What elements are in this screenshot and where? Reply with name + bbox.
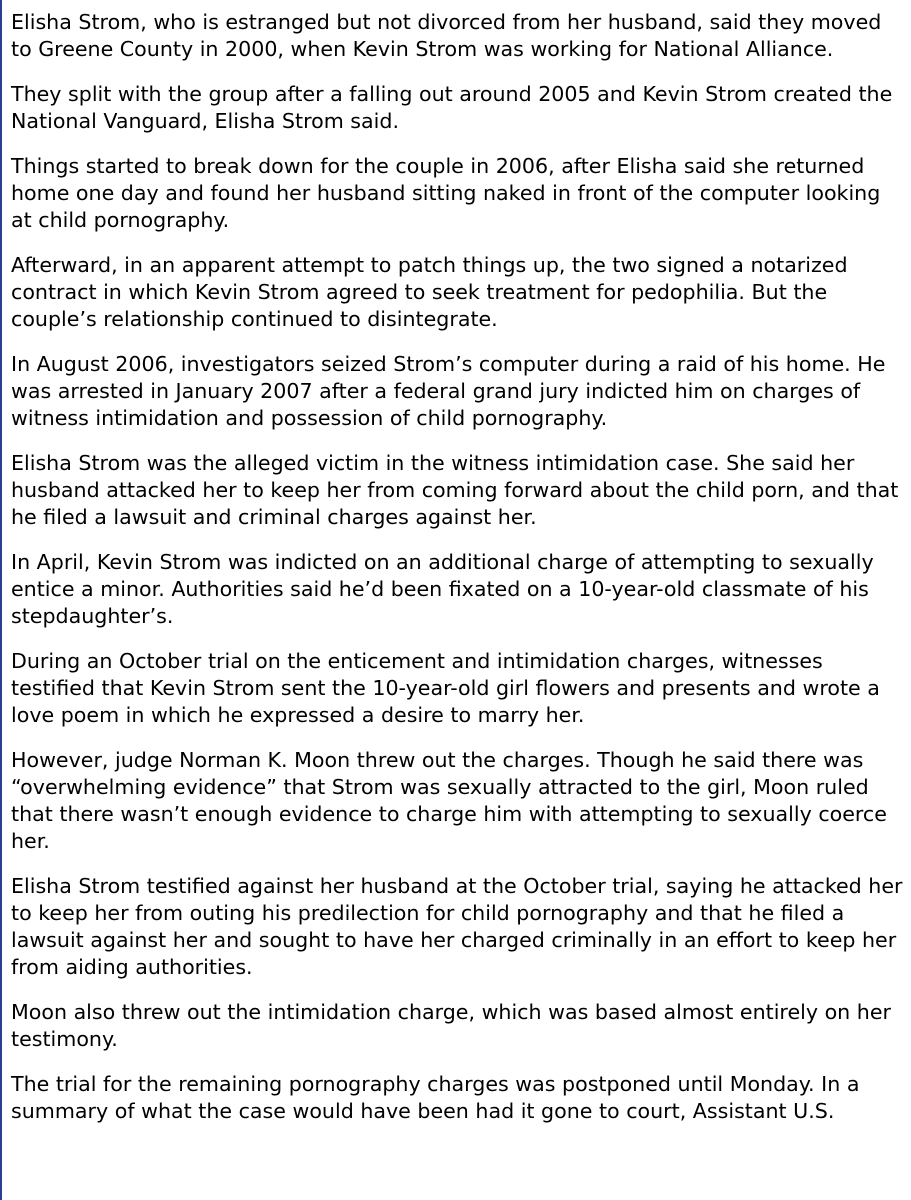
paragraph-8: During an October trial on the enticement and intimidation charges, witnesses testified that Kevin Strom sent the 10-year-old girl flowers and presents and wrote a love poem in which he expressed a desire to marry her. [11,649,880,727]
paragraph-11: Moon also threw out the intimidation charge, which was based almost entirely on her testimony. [11,1000,891,1051]
paragraph-5: In August 2006, investigators seized Strom’s computer during a raid of his home. He was arrested in January 2007 after a federal grand jury indicted him on charges of witness intimidation and possession of child pornography. [11,352,886,430]
paragraph-6: Elisha Strom was the alleged victim in the witness intimidation case. She said her husband attacked her to keep her from coming forward about the child porn, and that he filed a lawsuit and criminal charges against her. [11,451,899,529]
paragraph-3: Things started to break down for the couple in 2006, after Elisha said she returned home one day and found her husband sitting naked in front of the computer looking at child pornography. [11,154,881,232]
article-body [11,9,907,1143]
paragraph-9: However, judge Norman K. Moon threw out the charges. Though he said there was “overwhelming evidence” that Strom was sexually attracted to the girl, Moon ruled that there wasn’t enough evidence to charge him with attempting to sexually coerce her. [11,748,887,853]
paragraph-1: Elisha Strom, who is estranged but not divorced from her husband, said they moved to Greene County in 2000, when Kevin Strom was working for National Alliance. [11,10,882,61]
paragraph-2: They split with the group after a falling out around 2005 and Kevin Strom created the National Vanguard, Elisha Strom said. [11,82,893,133]
paragraph-12: The trial for the remaining pornography charges was postponed until Monday. In a summary of what the case would have been had it gone to court, Assistant U.S. [11,1072,860,1123]
paragraph-7: In April, Kevin Strom was indicted on an additional charge of attempting to sexually entice a minor. Authorities said he’d been fixated on a 10-year-old classmate of his stepdaughter’s. [11,550,874,628]
paragraph-10: Elisha Strom testified against her husband at the October trial, saying he attacked her to keep her from outing his predilection for child pornography and that he filed a lawsuit against her and sought to have her charged criminally in an effort to keep her from aiding authorities. [11,874,903,979]
paragraph-4: Afterward, in an apparent attempt to patch things up, the two signed a notarized contract in which Kevin Strom agreed to seek treatment for pedophilia. But the couple’s relationship continued to disintegrate. [11,253,848,331]
left-border-rule [0,0,2,1200]
